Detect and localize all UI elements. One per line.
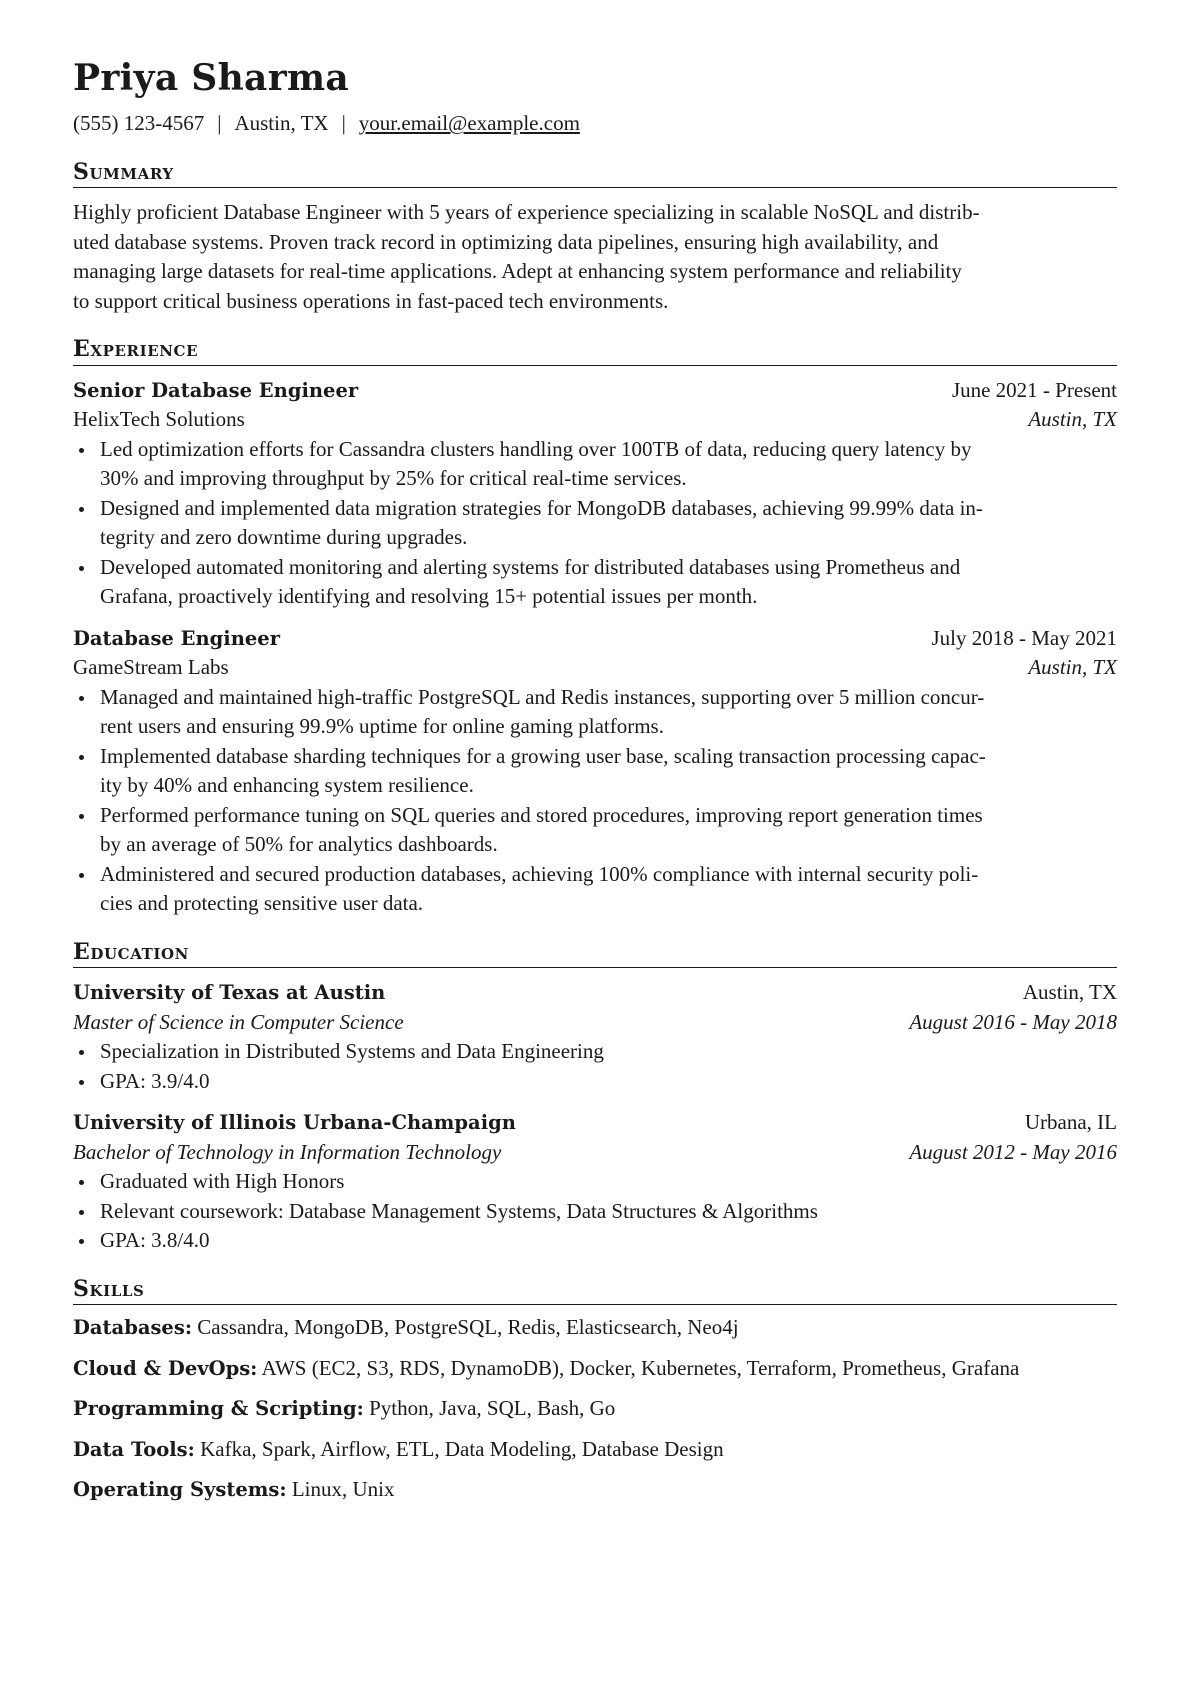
contact-line [73, 111, 1117, 136]
school-location: Austin, TX [1022, 980, 1117, 1005]
summary-section [73, 159, 1117, 317]
bullet-item [73, 1197, 1117, 1227]
bullet-line: Administered and secured production databases, achieving 100% compliance with internal security poli- [100, 861, 979, 886]
bullet-item [73, 1037, 1117, 1067]
skill-value: AWS (EC2, S3, RDS, DynamoDB), Docker, Kubernetes, Terraform, Prometheus, Grafana [261, 1355, 1020, 1380]
bullet-item [73, 801, 1117, 860]
bullet-line: rent users and ensuring 99.9% uptime for online gaming platforms. [100, 714, 664, 739]
skill-label: Programming & Scripting: [73, 1397, 364, 1421]
company-name: GameStream Labs [73, 655, 229, 680]
experience-entry [73, 376, 1117, 612]
bullet-line: Implemented database sharding techniques for a growing user base, scaling transaction processing capac- [100, 743, 986, 768]
bullet-line: Relevant coursework: Database Management Systems, Data Structures & Algorithms [100, 1198, 818, 1223]
summary-line: to support critical business operations in fast-paced tech environments. [73, 288, 669, 313]
summary-line: managing large datasets for real-time applications. Adept at enhancing system performance and reliability [73, 259, 962, 284]
skill-label: Operating Systems: [73, 1478, 287, 1502]
job-dates: June 2021 - Present [951, 377, 1117, 402]
summary-line: Highly proficient Database Engineer with 5 years of experience specializing in scalable NoSQL and distrib- [73, 200, 980, 225]
skill-row [73, 1475, 1117, 1505]
bullet-line: Led optimization efforts for Cassandra clusters handling over 100TB of data, reducing query latency by [100, 436, 972, 461]
job-dates: July 2018 - May 2021 [931, 625, 1117, 650]
bullet-item [73, 1067, 1117, 1097]
phone-number: (555) 123-4567 [73, 111, 205, 136]
skill-value: Cassandra, MongoDB, PostgreSQL, Redis, Elasticsearch, Neo4j [197, 1315, 739, 1340]
bullet-item [73, 1226, 1117, 1256]
location: Austin, TX [234, 111, 329, 136]
skills-list [73, 1313, 1117, 1505]
education-entry [73, 978, 1117, 1096]
bullet-line: cies and protecting sensitive user data. [100, 891, 424, 916]
skill-label: Cloud & DevOps: [73, 1356, 258, 1380]
job-subheader [73, 653, 1117, 683]
bullet-line: ity by 40% and enhancing system resilience. [100, 773, 474, 798]
education-bullets [73, 1037, 1117, 1096]
job-title: Database Engineer [73, 626, 280, 650]
degree-name: Bachelor of Technology in Information Technology [73, 1139, 502, 1164]
skills-heading: Skills [73, 1276, 1117, 1306]
bullet-item [73, 494, 1117, 553]
skill-row [73, 1394, 1117, 1424]
summary-heading: Summary [73, 159, 1117, 189]
email-link[interactable]: your.email@example.com [358, 111, 580, 136]
bullet-line: Performed performance tuning on SQL queries and stored procedures, improving report generation times [100, 802, 983, 827]
education-bullets [73, 1167, 1117, 1256]
job-title: Senior Database Engineer [73, 378, 359, 402]
job-header [73, 624, 1117, 654]
job-bullets [73, 683, 1117, 919]
job-location: Austin, TX [1028, 407, 1117, 432]
skill-row [73, 1354, 1117, 1384]
bullet-line: Grafana, proactively identifying and resolving 15+ potential issues per month. [100, 584, 758, 609]
school-name: University of Illinois Urbana-Champaign [73, 1111, 516, 1135]
candidate-name: Priya Sharma [73, 57, 349, 99]
bullet-item [73, 435, 1117, 494]
skill-value: Kafka, Spark, Airflow, ETL, Data Modeling, Database Design [200, 1436, 724, 1461]
job-bullets [73, 435, 1117, 612]
summary-line: uted database systems. Proven track record in optimizing data pipelines, ensuring high availability, and [73, 229, 939, 254]
bullet-line: GPA: 3.9/4.0 [100, 1068, 210, 1093]
bullet-line: Managed and maintained high-traffic PostgreSQL and Redis instances, supporting over 5 million concur- [100, 684, 985, 709]
bullet-line: by an average of 50% for analytics dashboards. [100, 832, 498, 857]
degree-row [73, 1138, 1117, 1168]
school-name: University of Texas at Austin [73, 981, 386, 1005]
skill-label: Databases: [73, 1316, 193, 1340]
bullet-line: 30% and improving throughput by 25% for critical real-time services. [100, 466, 687, 491]
bullet-item [73, 553, 1117, 612]
school-header [73, 978, 1117, 1008]
education-heading: Education [73, 939, 1117, 969]
skill-label: Data Tools: [73, 1437, 195, 1461]
degree-dates: August 2012 - May 2016 [909, 1139, 1117, 1164]
bullet-line: Developed automated monitoring and alerting systems for distributed databases using Prometheus and [100, 554, 961, 579]
skill-value: Python, Java, SQL, Bash, Go [369, 1396, 616, 1421]
bullet-line: GPA: 3.8/4.0 [100, 1228, 210, 1253]
skill-row [73, 1313, 1117, 1343]
skill-row [73, 1435, 1117, 1465]
contact-separator: | [341, 111, 346, 136]
school-header [73, 1108, 1117, 1138]
company-name: HelixTech Solutions [73, 407, 245, 432]
experience-section [73, 336, 1117, 919]
education-section [73, 939, 1117, 1256]
degree-row [73, 1008, 1117, 1038]
bullet-line: tegrity and zero downtime during upgrades. [100, 525, 468, 550]
skills-section [73, 1276, 1117, 1505]
experience-entry [73, 624, 1117, 919]
education-entry [73, 1108, 1117, 1256]
summary-text [73, 198, 1117, 316]
skill-value: Linux, Unix [291, 1477, 395, 1502]
job-header [73, 376, 1117, 406]
bullet-item [73, 1167, 1117, 1197]
experience-heading: Experience [73, 336, 1117, 366]
job-location: Austin, TX [1028, 655, 1117, 680]
bullet-line: Specialization in Distributed Systems and Data Engineering [100, 1039, 604, 1064]
degree-name: Master of Science in Computer Science [73, 1009, 404, 1034]
degree-dates: August 2016 - May 2018 [909, 1009, 1117, 1034]
job-subheader [73, 405, 1117, 435]
bullet-line: Designed and implemented data migration strategies for MongoDB databases, achieving 99.99% data in- [100, 495, 983, 520]
bullet-item [73, 742, 1117, 801]
bullet-item [73, 683, 1117, 742]
bullet-item [73, 860, 1117, 919]
school-location: Urbana, IL [1024, 1110, 1117, 1135]
bullet-line: Graduated with High Honors [100, 1169, 345, 1194]
contact-separator: | [217, 111, 222, 136]
